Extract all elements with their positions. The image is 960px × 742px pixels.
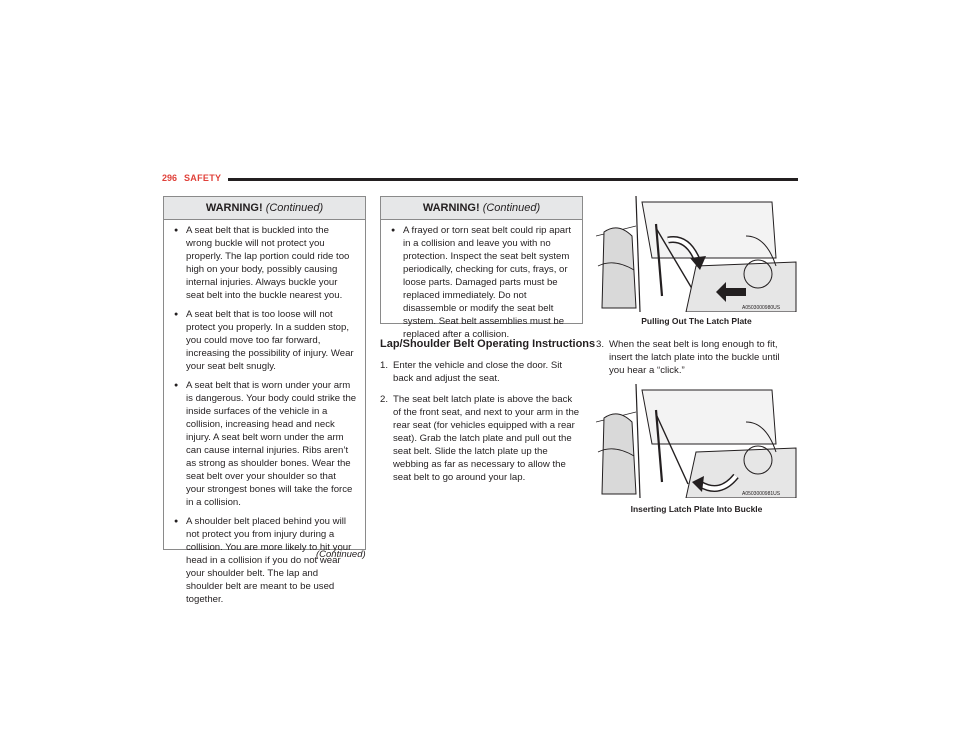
step-text: When the seat belt is long enough to fit, insert the latch plate into the buckle until you hear a “click.” bbox=[609, 339, 780, 376]
warning-item-text: A frayed or torn seat belt could rip apart in a collision and leave you with no protection. Inspect the seat belt system periodically, checking for cuts, frays, or loose parts. Damaged parts must be replaced immediately. Do not disassemble or modify the seat belt system. Seat belt assemblies must be replaced after a collision. bbox=[403, 225, 571, 340]
section-name: SAFETY bbox=[184, 173, 222, 183]
warning-item bbox=[174, 379, 357, 509]
header-rule bbox=[228, 178, 798, 181]
bullet-icon: ● bbox=[174, 227, 179, 234]
step-item bbox=[380, 359, 580, 385]
step-item bbox=[380, 393, 580, 484]
step-item bbox=[596, 338, 796, 377]
page-number: 296 bbox=[162, 173, 178, 183]
warning-title-suffix: (Continued) bbox=[265, 202, 324, 214]
bullet-icon: ● bbox=[174, 518, 179, 525]
figure-caption: Pulling Out The Latch Plate bbox=[641, 316, 752, 326]
warning-item-text: A seat belt that is too loose will not protect you properly. In a sudden stop, you could move too far forward, increasing the possibility of injury. Wear your seat belt snugly. bbox=[186, 309, 354, 372]
figure-inserting-latch-plate bbox=[596, 384, 797, 498]
figure-caption: Inserting Latch Plate Into Buckle bbox=[630, 504, 763, 514]
warning-title: WARNING! bbox=[422, 202, 480, 214]
warning-item bbox=[174, 308, 357, 373]
steps-list-continued bbox=[596, 338, 796, 385]
bullet-icon: ● bbox=[174, 311, 179, 318]
page-header bbox=[162, 173, 798, 187]
step-text: Enter the vehicle and close the door. Sit back and adjust the seat. bbox=[393, 360, 563, 384]
warning-box-mid bbox=[380, 196, 583, 340]
warning-item bbox=[174, 515, 357, 606]
step-number: 1. bbox=[380, 360, 389, 371]
warning-list bbox=[381, 220, 582, 341]
warning-item-text: A shoulder belt placed behind you will not protect you from injury during a collision. You are more likely to hit your head in a collision if you do not wear your shoulder belt. The lap and shoulder belt are meant to be used together. bbox=[186, 516, 352, 605]
section-title: Lap/Shoulder Belt Operating Instructions bbox=[380, 338, 596, 350]
step-text: The seat belt latch plate is above the back of the front seat, and next to your arm in the rear seat (for vehicles equipped with a rear seat). Grab the latch plate and pull out the seat belt. Slide the latch plate up the webbing as far as necessary to allow the seat belt to go around your lap. bbox=[393, 394, 580, 483]
bullet-icon: ● bbox=[391, 227, 396, 234]
warning-box-left bbox=[163, 196, 366, 605]
warning-title: WARNING! bbox=[205, 202, 263, 214]
figure-pulling-latch-plate bbox=[596, 196, 797, 312]
warning-item bbox=[391, 224, 574, 341]
figure-code: A0503000980US bbox=[742, 305, 781, 311]
bullet-icon: ● bbox=[174, 382, 179, 389]
step-number: 3. bbox=[596, 339, 605, 350]
step-number: 2. bbox=[380, 394, 389, 405]
warning-item-text: A seat belt that is buckled into the wrong buckle will not protect you properly. The lap portion could ride too high on your body, possibly causing internal injuries. Always buckle your seat belt into the buckle nearest you. bbox=[186, 225, 350, 301]
warning-item bbox=[174, 224, 357, 302]
warning-title-suffix: (Continued) bbox=[482, 202, 541, 214]
warning-header bbox=[164, 197, 365, 220]
steps-list bbox=[380, 359, 580, 492]
continued-note: (Continued) bbox=[316, 549, 366, 560]
warning-header bbox=[381, 197, 582, 220]
figure-code: A0503000981US bbox=[742, 491, 781, 497]
warning-item-text: A seat belt that is worn under your arm is dangerous. Your body could strike the inside surfaces of the vehicle in a collision, increasing head and neck injury. A seat belt worn under the arm can cause internal injuries. Ribs aren’t as strong as shoulder bones. Wear the seat belt over your shoulder so that your strongest bones will take the force in a collision. bbox=[186, 380, 357, 508]
